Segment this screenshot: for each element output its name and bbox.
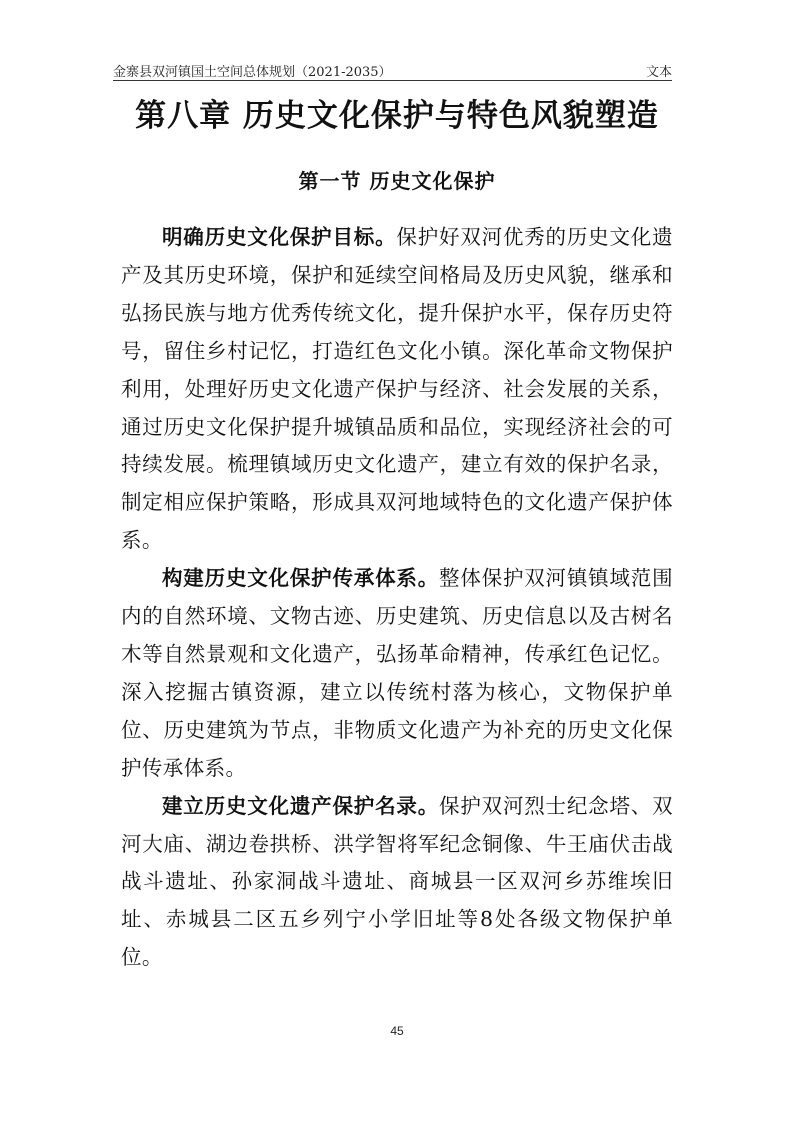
paragraph-protection-goals xyxy=(121,219,673,560)
paragraph-body: 保护双河烈士纪念塔、双河大庙、湖边卷拱桥、洪学智将军纪念铜像、牛王庙伏击战战斗遗址、孙家洞战斗遗址、商城县一区双河乡苏维埃旧址、赤城县二区五乡列宁小学旧址等8处各级文物保护单位。 xyxy=(121,793,673,970)
paragraph-heritage-list xyxy=(121,788,673,978)
header-divider xyxy=(113,80,672,81)
header-document-title: 金寨县双河镇国土空间总体规划（2021-2035） xyxy=(113,65,392,80)
paragraph-body: 整体保护双河镇镇域范围内的自然环境、文物古迹、历史建筑、历史信息以及古树名木等自然景观和文化遗产，弘扬革命精神，传承红色记忆。深入挖掘古镇资源，建立以传统村落为核心，文物保护单位、历史建筑为节点，非物质文化遗产为补充的历史文化保护传承体系。 xyxy=(121,566,673,780)
paragraph-body: 保护好双河优秀的历史文化遗产及其历史环境，保护和延续空间格局及历史风貌，继承和弘扬民族与地方优秀传统文化，提升保护水平，保存历史符号，留住乡村记忆，打造红色文化小镇。深化革命文物保护利用，处理好历史文化遗产保护与经济、社会发展的关系，通过历史文化保护提升城镇品质和品位，实现经济社会的可持续发展。梳理镇域历史文化遗产，建立有效的保护名录，制定相应保护策略，形成具双河地域特色的文化遗产保护体系。 xyxy=(121,225,673,553)
running-header xyxy=(113,58,672,80)
paragraph-lead: 建立历史文化遗产保护名录。 xyxy=(162,793,440,818)
paragraph-lead: 明确历史文化保护目标。 xyxy=(162,225,397,249)
paragraph-lead: 构建历史文化保护传承体系。 xyxy=(162,566,440,591)
chapter-title: 第八章 历史文化保护与特色风貌塑造 xyxy=(135,98,659,134)
paragraph-protection-system xyxy=(121,560,673,787)
body-text xyxy=(121,219,673,977)
section-title: 第一节 历史文化保护 xyxy=(298,169,496,193)
page-number: 45 xyxy=(390,1024,404,1038)
header-document-type: 文本 xyxy=(645,65,672,80)
